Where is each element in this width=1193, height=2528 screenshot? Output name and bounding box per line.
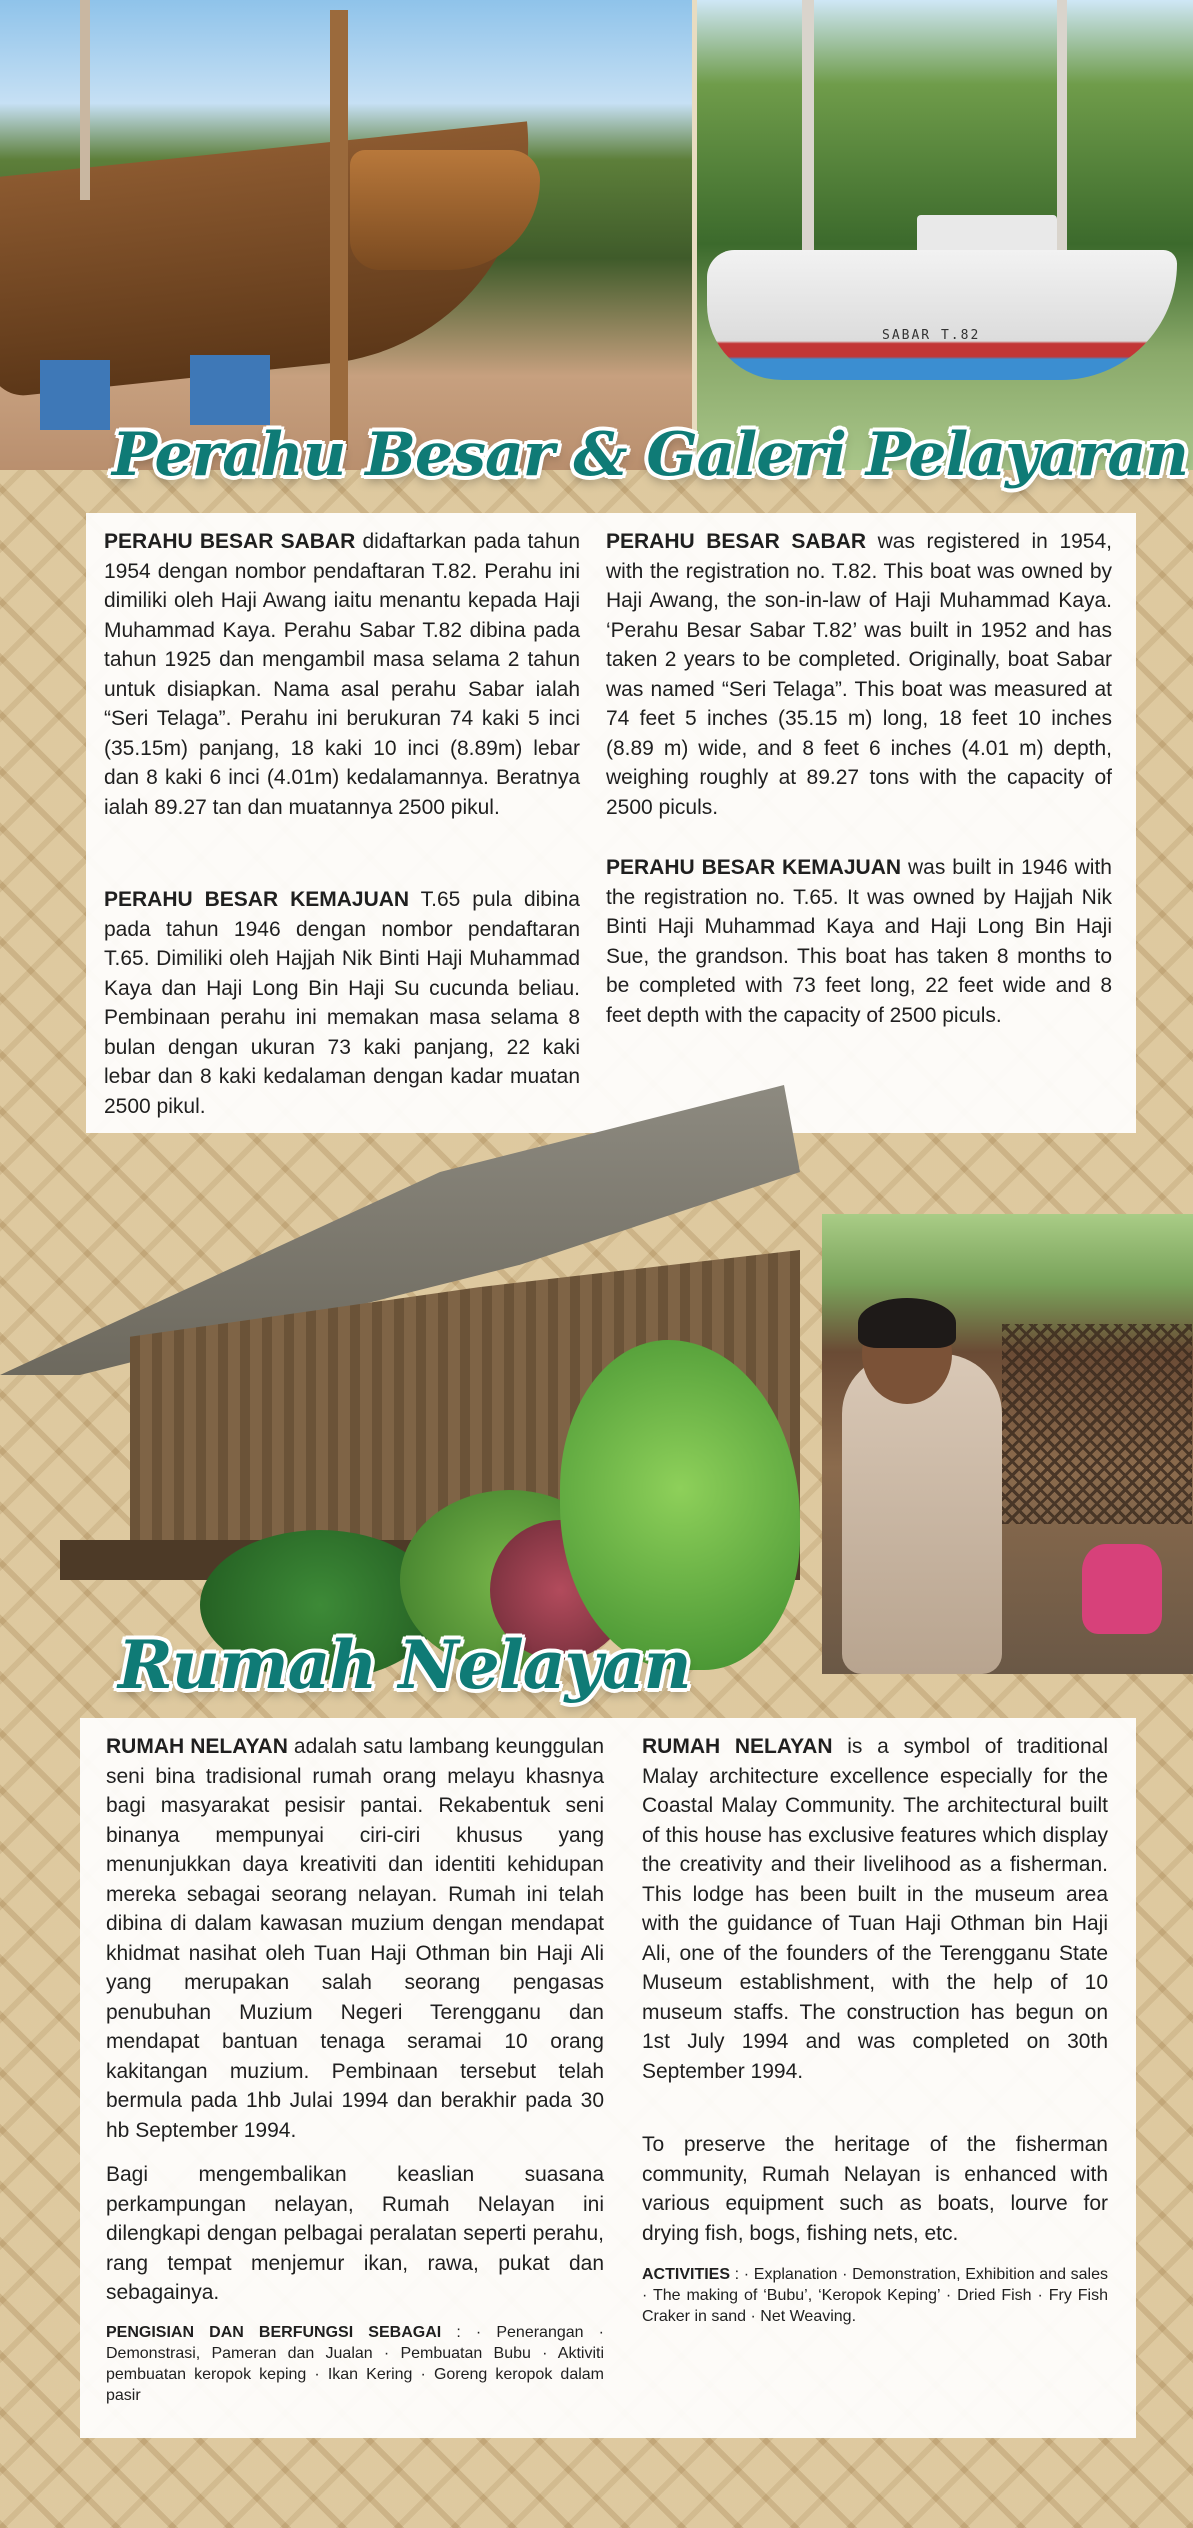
section-title-perahu: Perahu Besar & Galeri Pelayaran: [112, 420, 1188, 490]
boat-kemajuan-photo: [697, 0, 1193, 470]
net-weaving-photo: [822, 1214, 1193, 1674]
weaver-body: [842, 1354, 1002, 1674]
boat-stand: [40, 360, 110, 430]
rumah-english-activities: ACTIVITIES : · Explanation · Demonstration, Exhibition and sales · The making of ‘Bubu’, ‘Keropok Keping’ · Dried Fish · Fry Fish Craker in sand · Net Weaving.: [642, 2266, 1108, 2325]
weaver-hair: [858, 1298, 956, 1348]
rumah-malay-activities: PENGISIAN DAN BERFUNGSI SEBAGAI : · Penerangan · Demonstrasi, Pameran dan Jualan · Pembuatan Bubu · Aktiviti pembuatan keropok keping · Ikan Kering · Goreng keropok dalam pasir: [106, 2324, 605, 2404]
boat-stand: [190, 355, 270, 425]
section-title-rumah: Rumah Nelayan: [118, 1626, 691, 1704]
perahu-english-paragraph-1: PERAHU BESAR SABAR was registered in 1954, with the registration no. T.82. This boat was owned by Haji Awang, the son-in-law of Haji Muhammad Kaya. ‘Perahu Besar Sabar T.82’ was built in 1952 and has taken 2 years to be completed. Originally, boat Sabar was named “Seri Telaga”. This boat was measured at 74 feet 5 inches (35.15 m) long, 18 feet 10 inches (8.89 m) wide, and 8 feet 6 inches (4.01 m) depth, weighing roughly at 89.27 tons with the capacity of 2500 piculs.: [606, 530, 1112, 819]
boat-hull-label: SABAR T.82: [882, 328, 981, 343]
fishing-net: [1002, 1324, 1192, 1524]
rumah-english-paragraph-2: To preserve the heritage of the fisherman community, Rumah Nelayan is enhanced with various equipment such as boats, lourve for drying fish, bogs, fishing nets, etc.: [642, 2133, 1108, 2245]
rumah-text-panel: [80, 1718, 1136, 2438]
pink-bag: [1082, 1544, 1162, 1634]
boat-stern-left: [350, 150, 540, 270]
perahu-malay-paragraph-2: PERAHU BESAR KEMAJUAN T.65 pula dibina pada tahun 1946 dengan nombor pendaftaran T.65. Dimiliki oleh Hajjah Nik Binti Haji Muhammad Kaya dan Haji Long Bin Haji Su cucunda beliau. Pembinaan perahu ini memakan masa selama 8 bulan dengan ukuran 73 kaki panjang, 22 kaki lebar dan 8 kaki kedalaman dengan kadar muatan 2500 pikul.: [104, 888, 580, 1118]
perahu-english-paragraph-2: PERAHU BESAR KEMAJUAN was built in 1946 with the registration no. T.65. It was owned by Hajjah Nik Binti Haji Muhammad Kaya and Haji Long Bin Haji Sue, the grandson. This boat has taken 8 months to be completed with 73 feet long, 22 feet wide and 8 feet depth with the capacity of 2500 piculs.: [606, 856, 1112, 1027]
rumah-english-paragraph-1: RUMAH NELAYAN is a symbol of traditional Malay architecture excellence especially for the Coastal Malay Community. The architectural built of this house has exclusive features which display the creativity and their livelihood as a fisherman. This lodge has been built in the museum area with the guidance of Tuan Haji Othman bin Haji Ali, one of the founders of the Terengganu State Museum establishment, with the help of 10 museum staffs. The construction has begun on 1st July 1994 and was completed on 30th September 1994.: [642, 1735, 1108, 2083]
perahu-malay-paragraph-1: PERAHU BESAR SABAR didaftarkan pada tahun 1954 dengan nombor pendaftaran T.82. Perahu ini dimiliki oleh Haji Awang iaitu menantu kepada Haji Muhammad Kaya. Perahu Sabar T.82 dibina pada tahun 1925 dan mengambil masa selama 2 tahun untuk disiapkan. Nama asal perahu Sabar ialah “Seri Telaga”. Perahu ini berukuran 74 kaki 5 inci (35.15m) panjang, 18 kaki 10 inci (8.89m) lebar dan 8 kaki 6 inci (4.01m) kedalamannya. Beratnya ialah 89.27 tan dan muatannya 2500 pikul.: [104, 530, 580, 819]
boat-mast-back: [80, 0, 90, 200]
perahu-text-panel: [86, 513, 1136, 1133]
boat-sabar-photo: [0, 0, 694, 470]
boat-hull-right: [707, 250, 1177, 380]
rumah-malay-paragraph-2: Bagi mengembalikan keaslian suasana perkampungan nelayan, Rumah Nelayan ini dilengkapi dengan pelbagai peralatan seperti perahu, rang tempat menjemur ikan, rawa, pukat dan sebagainya.: [106, 2163, 604, 2304]
boat-mast: [330, 10, 348, 450]
rumah-malay-paragraph-1: RUMAH NELAYAN adalah satu lambang keunggulan seni bina tradisional rumah orang melayu khasnya bagi masyarakat pesisir pantai. Rekabentuk seni binanya mempunyai ciri-ciri khusus yang menunjukkan daya kreativiti dan identiti kehidupan mereka sebagai seorang nelayan. Rumah ini telah dibina di dalam kawasan muzium dengan mendapat khidmat nasihat oleh Tuan Haji Othman bin Haji Ali yang merupakan salah seorang pengasas penubuhan Muzium Negeri Terengganu dan mendapat bantuan tenaga seramai 10 orang kakitangan muzium. Pembinaan tersebut telah bermula pada 1hb Julai 1994 dan berakhir pada 30 hb September 1994.: [106, 1735, 605, 2142]
